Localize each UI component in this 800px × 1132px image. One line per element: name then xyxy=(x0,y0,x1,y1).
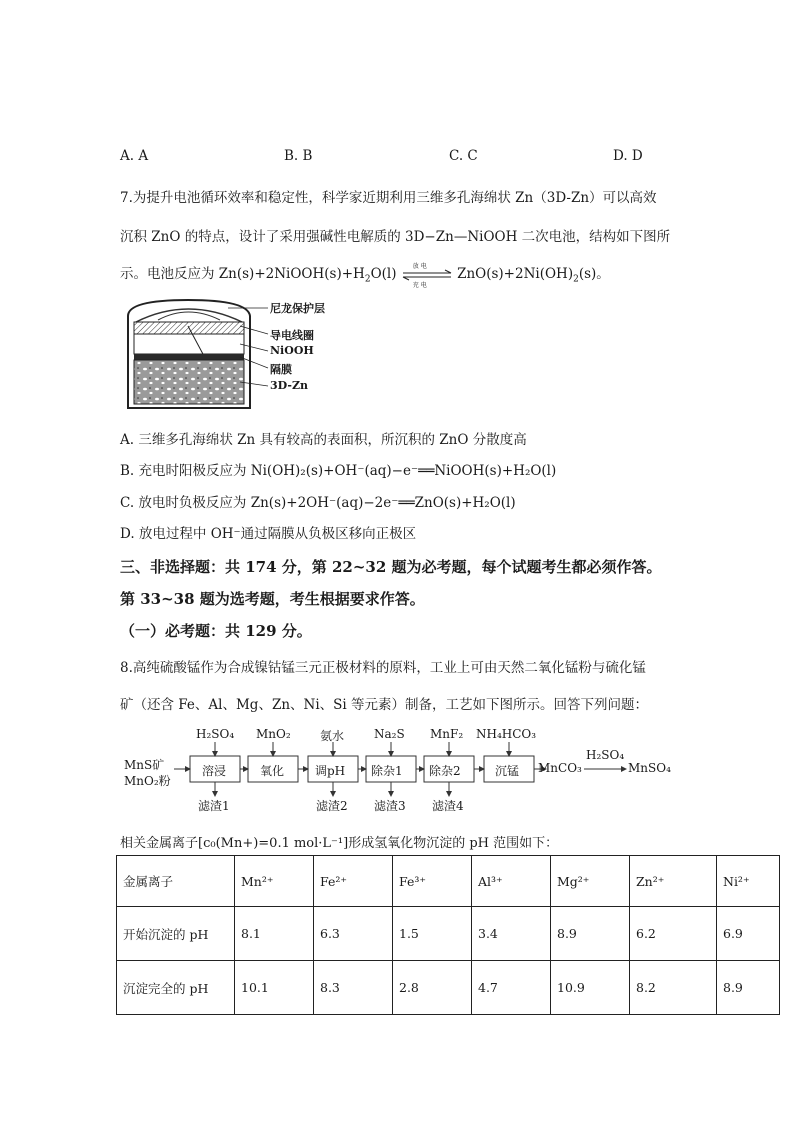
table-cell: 10.9 xyxy=(551,961,630,1015)
table-caption: 相关金属离子[c₀(Mn+)=0.1 mol·L⁻¹]形成氢氧化物沉淀的 pH 范围如下： xyxy=(120,836,559,851)
section3-line1: 三、非选择题：共 174 分，第 22~32 题为必考题，每个试题考生都必须作答。 xyxy=(120,558,662,576)
q7-option-b: B. 充电时阳极反应为 Ni(OH)₂(s)+OH⁻(aq)−e⁻══NiOOH(s)+H₂O(l) xyxy=(120,463,557,479)
arrow-bottom-label: 充 电 xyxy=(412,281,427,289)
product-mnco3: MnCO₃ xyxy=(538,761,582,775)
label-nylon-layer: 尼龙保护层 xyxy=(270,302,325,315)
table-cell: 1.5 xyxy=(393,907,472,961)
table-cell: 6.9 xyxy=(717,907,780,961)
table-cell: 开始沉淀的 pH xyxy=(117,907,235,961)
q7-equation-water: O(l) xyxy=(370,266,397,282)
step-mn-precipitation: 沉锰 xyxy=(495,764,520,778)
residue-4: 滤渣4 xyxy=(432,799,464,813)
table-cell: 2.8 xyxy=(393,961,472,1015)
reagent-final-h2so4: H₂SO₄ xyxy=(586,748,625,762)
table-cell: 8.2 xyxy=(630,961,717,1015)
q7-equation-left: 示。电池反应为 Zn(s)+2NiOOH(s)+H xyxy=(120,266,365,282)
table-cell: 8.3 xyxy=(314,961,393,1015)
header-cell: Fe³⁺ xyxy=(393,856,472,907)
step-impurity-removal-2: 除杂2 xyxy=(429,764,461,778)
prev-option-c: C. C xyxy=(449,148,478,164)
prev-option-d: D. D xyxy=(613,148,643,164)
header-cell: Mg²⁺ xyxy=(551,856,630,907)
residue-1: 滤渣1 xyxy=(198,799,230,813)
prev-option-a: A. A xyxy=(120,148,149,164)
q7-line2: 沉积 ZnO 的特点，设计了采用强碱性电解质的 3D−Zn—NiOOH 二次电池，结构如下图所 xyxy=(120,229,671,245)
input-mno2-powder: MnO₂粉 xyxy=(124,774,171,788)
table-header-row xyxy=(117,856,780,907)
ph-range-table xyxy=(116,855,780,1015)
prev-option-b: B. B xyxy=(284,148,313,164)
label-3d-zn: 3D-Zn xyxy=(270,379,308,392)
step-impurity-removal-1: 除杂1 xyxy=(371,764,403,778)
table-cell: 8.9 xyxy=(717,961,780,1015)
q7-option-d: D. 放电过程中 OH⁻通过隔膜从负极区移向正极区 xyxy=(120,526,417,542)
table-cell: 沉淀完全的 pH xyxy=(117,961,235,1015)
header-cell: Al³⁺ xyxy=(472,856,551,907)
double-arrow-icon xyxy=(401,267,453,283)
residue-2: 滤渣2 xyxy=(316,799,348,813)
residue-3: 滤渣3 xyxy=(374,799,406,813)
battery-diagram xyxy=(118,296,325,418)
reagent-h2so4: H₂SO₄ xyxy=(196,727,235,741)
label-niooh: NiOOH xyxy=(270,344,314,357)
process-flow-diagram xyxy=(118,724,678,816)
reagent-mno2: MnO₂ xyxy=(256,727,291,741)
table-cell: 4.7 xyxy=(472,961,551,1015)
section3-line2: 第 33~38 题为选考题，考生根据要求作答。 xyxy=(120,590,425,608)
header-cell: Mn²⁺ xyxy=(235,856,314,907)
reagent-ammonia: 氨水 xyxy=(320,729,345,743)
input-mns-ore: MnS矿 xyxy=(124,758,165,772)
reversible-arrow xyxy=(401,262,453,289)
header-cell: Fe²⁺ xyxy=(314,856,393,907)
q7-equation-end: (s)。 xyxy=(578,266,610,282)
product-mnso4: MnSO₄ xyxy=(628,761,671,775)
q7-line3: 示。电池反应为 $Zn(s)+2NiOOH(s)+H_2O(l)$ 放 电 充 电 $ZnO(s)+2Ni(OH)_2(s)$。 xyxy=(120,262,610,289)
table-row xyxy=(117,907,780,961)
table-row xyxy=(117,961,780,1015)
q8-line1: 8.高纯硫酸锰作为合成镍钴锰三元正极材料的原料，工业上可由天然二氧化锰粉与硫化锰 xyxy=(120,660,646,676)
reagent-nh4hco3: NH₄HCO₃ xyxy=(476,727,537,741)
step-adjust-ph: 调pH xyxy=(315,764,346,778)
header-cell: Ni²⁺ xyxy=(717,856,780,907)
step-oxidation: 氧化 xyxy=(260,764,285,778)
reagent-na2s: Na₂S xyxy=(374,727,405,741)
table-cell: 10.1 xyxy=(235,961,314,1015)
q7-option-a: A. 三维多孔海绵状 Zn 具有较高的表面积，所沉积的 ZnO 分散度高 xyxy=(120,432,527,448)
section3-subheading: （一）必考题：共 129 分。 xyxy=(120,622,312,640)
reagent-mnf2: MnF₂ xyxy=(430,727,464,741)
header-cell: 金属离子 xyxy=(117,856,235,907)
table-cell: 3.4 xyxy=(472,907,551,961)
label-conductive-coil: 导电线圈 xyxy=(270,329,314,342)
header-cell: Zn²⁺ xyxy=(630,856,717,907)
table-cell: 8.1 xyxy=(235,907,314,961)
arrow-top-label: 放 电 xyxy=(412,262,427,270)
q7-option-c: C. 放电时负极反应为 Zn(s)+2OH⁻(aq)−2e⁻══ZnO(s)+H₂O(l) xyxy=(120,495,516,511)
q8-line2: 矿（还含 Fe、Al、Mg、Zn、Ni、Si 等元素）制备，工艺如下图所示。回答下列问题： xyxy=(120,697,649,713)
label-separator: 隔膜 xyxy=(270,363,292,376)
step-leaching: 溶浸 xyxy=(202,764,227,778)
table-cell: 8.9 xyxy=(551,907,630,961)
table-cell: 6.3 xyxy=(314,907,393,961)
q7-equation-right: ZnO(s)+2Ni(OH) xyxy=(457,266,574,282)
q7-line1: 7.为提升电池循环效率和稳定性，科学家近期利用三维多孔海绵状 Zn（3D-Zn）可以高效 xyxy=(120,190,657,206)
table-cell: 6.2 xyxy=(630,907,717,961)
